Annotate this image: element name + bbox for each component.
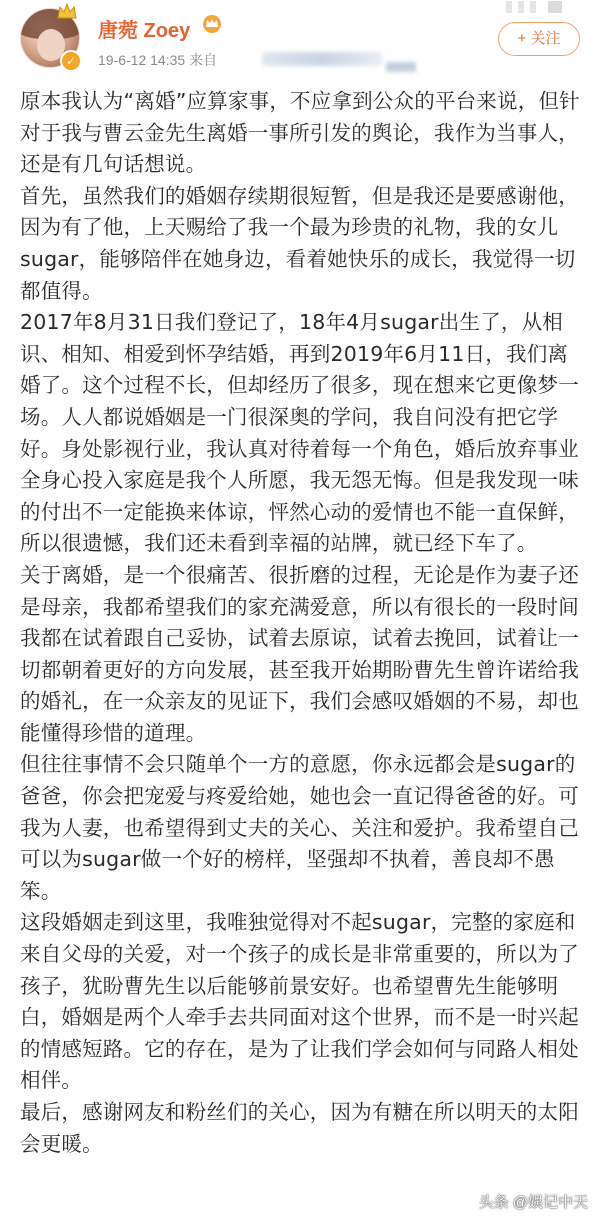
vip-crown-icon: [202, 14, 222, 34]
paragraph: 原本我认为“离婚”应算家事，不应拿到公众的平台来说，但针对于我与曹云金先生离婚一事所引发的舆论，我作为当事人，还是有几句话想说。: [20, 89, 580, 177]
post-body: [20, 86, 588, 1160]
username[interactable]: 唐菀 Zoey: [98, 20, 191, 42]
top-decoration: [500, 0, 570, 14]
verified-badge-icon: ✓: [60, 50, 82, 72]
paragraph: 这段婚姻走到这里，我唯独觉得对不起sugar，完整的家庭和来自父母的关爱，对一个孩子的成长是非常重要的，所以为了孩子，犹盼曹先生以后能够前景安好。也希望曹先生能够明白，婚姻是两个人牵手去共同面对这个世界，而不是一时兴起的情感短路。它的存在，是为了让我们学会如何与同路人相处相伴。: [20, 910, 579, 1093]
paragraph: 关于离婚，是一个很痛苦、很折磨的过程，无论是作为妻子还是母亲，我都希望我们的家充满爱意，所以有很长的一段时间我都在试着跟自己妥协，试着去原谅，试着去挽回，试着让一切都朝着更好的方向发展，甚至我开始期盼曹先生曾许诺给我的婚礼，在一众亲友的见证下，我们会感叹婚姻的不易，却也能懂得珍惜的道理。: [20, 562, 579, 745]
crown-decoration-icon: [56, 2, 78, 20]
paragraph: 最后，感谢网友和粉丝们的关心，因为有糖在所以明天的太阳会更暖。: [20, 1100, 579, 1156]
paragraph: 2017年8月31日我们登记了，18年4月sugar出生了，从相识、相知、相爱到怀孕结婚，再到2019年6月11日，我们离婚了。这个过程不长，但却经历了很多，现在想来它更像梦一场。人人都说婚姻是一门很深奥的学问，我自问没有把它学好。身处影视行业，我认真对待着每一个角色，婚后放弃事业全身心投入家庭是我个人所愿，我无怨无悔。但是我发现一味的付出不一定能换来体谅，怦然心动的爱情也不能一直保鲜，所以很遗憾，我们还未看到幸福的站牌，就已经下车了。: [20, 310, 579, 556]
paragraph: 首先，虽然我们的婚姻存续期很短暂，但是我还是要感谢他，因为有了他，上天赐给了我一个最为珍贵的礼物，我的女儿sugar，能够陪伴在她身边，看着她快乐的成长，我觉得一切都值得。: [20, 183, 579, 303]
post-header: [0, 0, 600, 86]
blurred-source: [262, 52, 382, 66]
follow-button[interactable]: + 关注: [498, 22, 580, 56]
watermark: 头条 @娱记中天: [478, 1194, 588, 1211]
paragraph: 但往往事情不会只随单个一方的意愿，你永远都会是sugar的爸爸，你会把宠爱与疼爱给她，她也会一直记得爸爸的好。可我为人妻，也希望得到丈夫的关心、关注和爱护。我希望自己可以为sugar做一个好的榜样，坚强却不执着，善良却不愚笨。: [20, 752, 579, 903]
post-meta: 19-6-12 14:35 来自: [98, 52, 218, 68]
blurred-source-tail: [386, 62, 416, 72]
